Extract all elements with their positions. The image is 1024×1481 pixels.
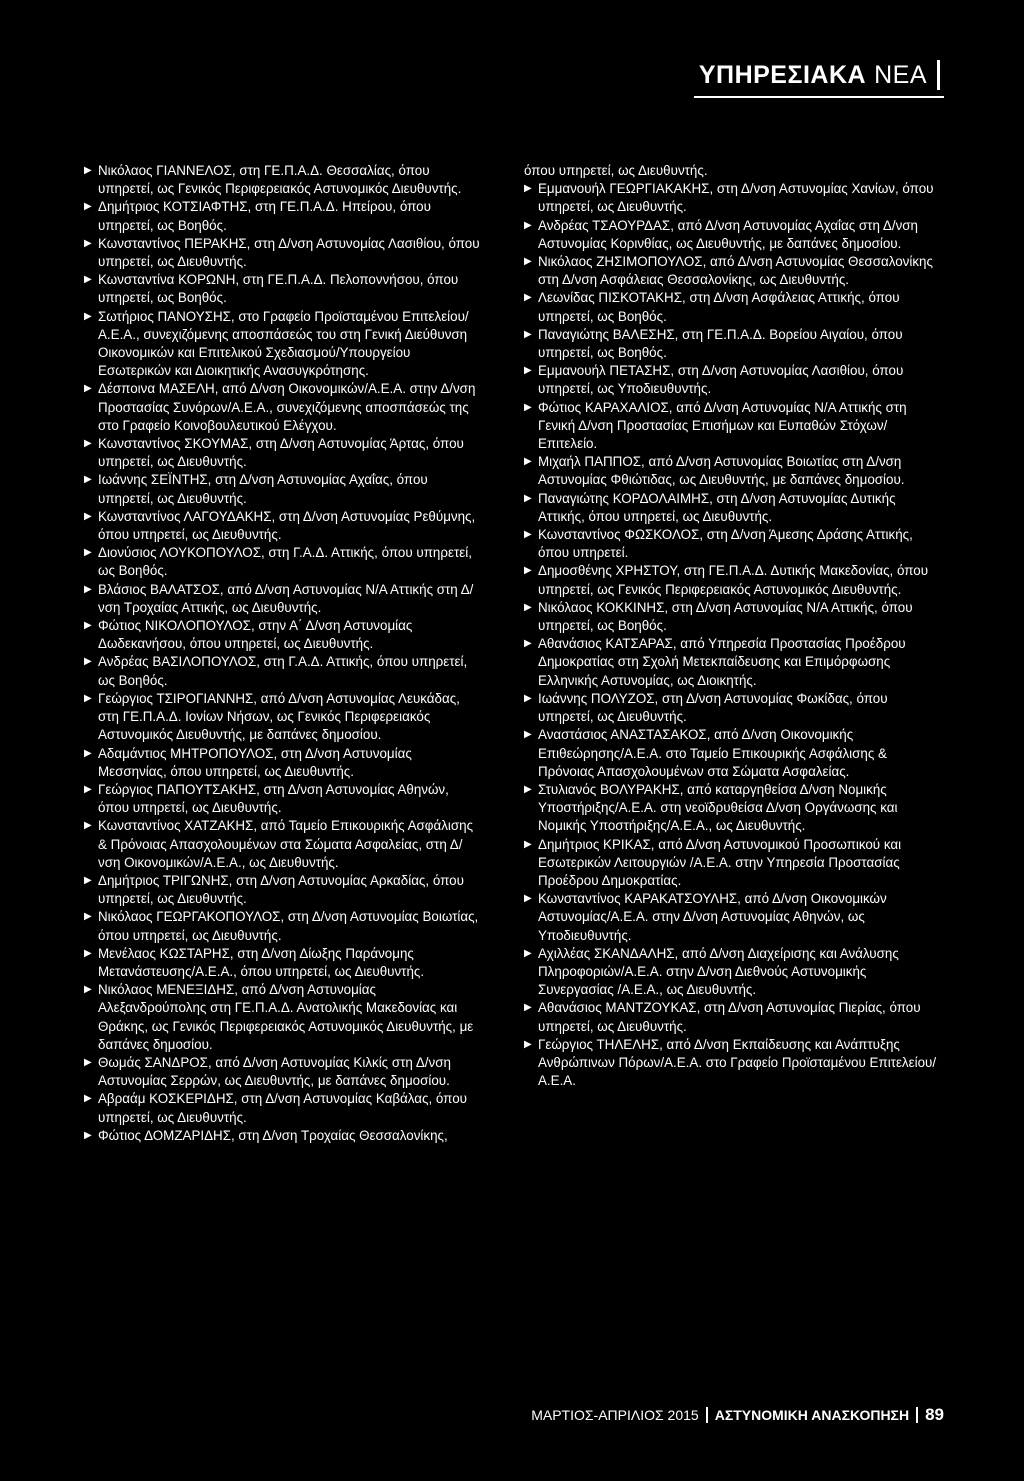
bullet-arrow-icon: ▶ [84,620,92,632]
appointment-entry [524,326,942,362]
bullet-arrow-icon: ▶ [524,783,532,795]
entry-text: Δέσποινα ΜΑΣΕΛΗ, από Δ/νση Οικονομικών/Α.Ε.Α. στην Δ/νση Προστασίας Συνόρων/Α.Ε.Α., συνεχιζόμενης αποσπάσεώς της στο Γραφείο Κοινοβουλευτικού Ελέγχου. [98,381,476,433]
appointment-entry [524,562,942,598]
entry-text: Διονύσιος ΛΟΥΚΟΠΟΥΛΟΣ, στη Γ.Α.Δ. Αττικής, όπου υπηρετεί, ως Βοηθός. [98,545,472,579]
appointment-entry [84,653,482,689]
bullet-arrow-icon: ▶ [84,747,92,759]
bullet-arrow-icon: ▶ [84,783,92,795]
entry-text: Δημήτριος ΤΡΙΓΩΝΗΣ, στη Δ/νση Αστυνομίας Αρκαδίας, όπου υπηρετεί, ως Διευθυντής. [98,872,464,907]
entry-text: Ανδρέας ΤΣΑΟΥΡΔΑΣ, από Δ/νση Αστυνομίας Αχαΐας στη Δ/νση Αστυνομίας Κορινθίας, ως Διευθυντής, με δαπάνες δημοσίου. [538,217,918,251]
bullet-arrow-icon: ▶ [84,438,92,450]
entry-text: Φώτιος ΚΑΡΑΧΑΛΙΟΣ, από Δ/νση Αστυνομίας Ν/Α Αττικής στη Γενική Δ/νση Προστασίας Επισήμων και Ευπαθών Στόχων/Επιτελείο. [538,399,907,452]
bullet-arrow-icon: ▶ [84,874,92,886]
bullet-arrow-icon: ▶ [524,219,532,231]
entry-text: Αναστάσιος ΑΝΑΣΤΑΣΑΚΟΣ, από Δ/νση Οικονομικής Επιθεώρησης/Α.Ε.Α. στο Ταμείο Επικουρικής Ασφάλισης & Πρόνοιας Απασχολουμένων στα Σώματα Ασφαλείας. [538,727,887,779]
bullet-arrow-icon: ▶ [84,510,92,522]
entry-text: Κωνσταντίνος ΠΕΡΑΚΗΣ, στη Δ/νση Αστυνομίας Λασιθίου, όπου υπηρετεί, ως Διευθυντής. [98,235,480,270]
bullet-arrow-icon: ▶ [524,256,532,268]
appointment-entry [84,198,482,234]
entry-text: Αθανάσιος ΜΑΝΤΖΟΥΚΑΣ, στη Δ/νση Αστυνομίας Πιερίας, όπου υπηρετεί, ως Διευθυντής. [538,1000,921,1034]
section-header [699,60,940,90]
appointment-entry [524,836,942,891]
entry-text: Φώτιος ΝΙΚΟΛΟΠΟΥΛΟΣ, στην Α΄ Δ/νση Αστυνομίας Δωδεκανήσου, όπου υπηρετεί, ως Διευθυντής. [98,618,413,652]
section-title: ΥΠΗΡΕΣΙΑΚΑ [698,60,867,89]
bullet-arrow-icon: ▶ [524,292,532,304]
bullet-arrow-icon: ▶ [84,1056,92,1068]
bullet-arrow-icon: ▶ [524,1038,532,1050]
appointment-entry [84,872,482,908]
entry-text: Εμμανουήλ ΓΕΩΡΓΙΑΚΑΚΗΣ, στη Δ/νση Αστυνομίας Χανίων, όπου υπηρετεί, ως Διευθυντής. [538,181,934,215]
bullet-arrow-icon: ▶ [84,547,92,559]
bullet-arrow-icon: ▶ [524,492,532,504]
header-underline [694,96,944,98]
bullet-arrow-icon: ▶ [84,656,92,668]
appointment-entry [524,217,942,253]
entry-text: Παναγιώτης ΒΑΛΕΣΗΣ, στη ΓΕ.Π.Α.Δ. Βορείου Αιγαίου, όπου υπηρετεί, ως Βοηθός. [538,326,903,361]
entry-text: Νικόλαος ΖΗΣΙΜΟΠΟΥΛΟΣ, από Δ/νση Αστυνομίας Θεσσαλονίκης στη Δ/νση Ασφάλειας Θεσσαλονίκης, ως Διευθυντής. [538,254,933,288]
appointment-entry [84,945,482,981]
bullet-arrow-icon: ▶ [524,529,532,541]
bullet-arrow-icon: ▶ [84,820,92,832]
appointment-entry [84,1090,482,1126]
bullet-arrow-icon: ▶ [84,383,92,395]
entry-text: Λεωνίδας ΠΙΣΚΟΤΑΚΗΣ, στη Δ/νση Ασφάλειας Αττικής, όπου υπηρετεί, ως Βοηθός. [538,290,900,324]
entry-text: Φώτιος ΔΟΜΖΑΡΙΔΗΣ, στη Δ/νση Τροχαίας Θεσσαλονίκης, [98,1127,448,1143]
appointment-entry [84,581,482,617]
appointment-entry [84,981,482,1054]
appointment-entry [84,781,482,817]
header-divider [937,60,940,90]
entry-text: Δημοσθένης ΧΡΗΣΤΟΥ, στη ΓΕ.Π.Α.Δ. Δυτικής Μακεδονίας, όπου υπηρετεί, ως Γενικός Περιφερειακός Αστυνομικός Διευθυντής. [538,563,929,597]
continued-text: όπου υπηρετεί, ως Διευθυντής. [524,163,708,178]
appointment-entry [524,726,942,781]
entry-text: Γεώργιος ΠΑΠΟΥΤΣΑΚΗΣ, στη Δ/νση Αστυνομίας Αθηνών, όπου υπηρετεί, ως Διευθυντής. [98,781,449,816]
appointment-entry [84,435,482,471]
entry-text: Μενέλαος ΚΩΣΤΑΡΗΣ, στη Δ/νση Δίωξης Παράνομης Μετανάστευσης/Α.Ε.Α., όπου υπηρετεί, ως Διευθυντής. [98,945,425,979]
appointment-entry [524,399,942,454]
appointment-entry [84,544,482,580]
appointment-entry [84,308,482,381]
bullet-arrow-icon: ▶ [84,310,92,322]
bullet-arrow-icon: ▶ [84,947,92,959]
page-footer [531,1405,944,1425]
entry-text: Ανδρέας ΒΑΣΙΛΟΠΟΥΛΟΣ, στη Γ.Α.Δ. Αττικής, όπου υπηρετεί, ως Βοηθός. [98,654,468,688]
appointment-entry [84,471,482,507]
bullet-arrow-icon: ▶ [84,274,92,286]
entry-text: Αβραάμ ΚΟΣΚΕΡΙΔΗΣ, στη Δ/νση Αστυνομίας Καβάλας, όπου υπηρετεί, ως Διευθυντής. [98,1091,467,1125]
bullet-arrow-icon: ▶ [524,692,532,704]
bullet-arrow-icon: ▶ [84,474,92,486]
entry-text: Παναγιώτης ΚΟΡΔΟΛΑΙΜΗΣ, στη Δ/νση Αστυνομίας Δυτικής Αττικής, όπου υπηρετεί, ως Διευθυντής. [538,490,896,524]
appointment-entry [524,253,942,289]
entry-text: Νικόλαος ΓΕΩΡΓΑΚΟΠΟΥΛΟΣ, στη Δ/νση Αστυνομίας Βοιωτίας, όπου υπηρετεί, ως Διευθυντής. [98,909,479,943]
appointment-entry [524,690,942,726]
bullet-arrow-icon: ▶ [524,365,532,377]
bullet-arrow-icon: ▶ [524,565,532,577]
bullet-arrow-icon: ▶ [84,692,92,704]
entry-text: Μιχαήλ ΠΑΠΠΟΣ, από Δ/νση Αστυνομίας Βοιωτίας στη Δ/νση Αστυνομίας Φθιώτιδας, ως Διευθυντής, με δαπάνες δημοσίου. [538,454,905,488]
bullet-arrow-icon: ▶ [524,1002,532,1014]
bullet-arrow-icon: ▶ [84,911,92,923]
entry-text: Σωτήριος ΠΑΝΟΥΣΗΣ, στο Γραφείο Προϊσταμένου Επιτελείου/Α.Ε.Α., συνεχιζόμενης αποσπάσεώς του στη Γενική Διεύθυνση Οικονομικών και Επιτελικού Σχεδιασμού/Υπουργείου Εσωτερικών και Διοικητικής Ανασυγκρότησης. [98,308,469,379]
entry-text: Αχιλλέας ΣΚΑΝΔΑΛΗΣ, από Δ/νση Διαχείρισης και Ανάλυσης Πληροφοριών/Α.Ε.Α. στην Δ/νση Διεθνούς Αστυνομικής Συνεργασίας /Α.Ε.Α., ως Διευθυντής. [538,945,899,998]
appointment-entry [84,508,482,544]
entry-text: Στυλιανός ΒΟΛΥΡΑΚΗΣ, από καταργηθείσα Δ/νση Νομικής Υποστήριξης/Α.Ε.Α. στη νεοϊδρυθείσα Δ/νση Οργάνωσης και Νομικής Υποστήριξης/Α.Ε.Α., ως Διευθυντής. [538,781,898,834]
appointment-entry [84,908,482,944]
appointment-entry [84,745,482,781]
appointment-entry [84,1054,482,1090]
bullet-arrow-icon: ▶ [84,984,92,996]
bullet-arrow-icon: ▶ [524,183,532,195]
bullet-arrow-icon: ▶ [84,583,92,595]
bullet-arrow-icon: ▶ [84,1093,92,1105]
entry-text: Κωνσταντίνος ΚΑΡΑΚΑΤΣΟΥΛΗΣ, από Δ/νση Οικονομικών Αστυνομίας/Α.Ε.Α. στην Δ/νση Αστυνομίας Αθηνών, ως Υποδιευθυντής. [538,891,887,943]
appointment-entry [84,162,482,198]
bullet-arrow-icon: ▶ [524,947,532,959]
bullet-arrow-icon: ▶ [524,729,532,741]
appointment-entry [524,362,942,398]
appointment-entry [84,235,482,271]
entry-text: Αδαμάντιος ΜΗΤΡΟΠΟΥΛΟΣ, στη Δ/νση Αστυνομίας Μεσσηνίας, όπου υπηρετεί, ως Διευθυντής. [98,745,412,779]
footer-divider [706,1407,708,1423]
bullet-arrow-icon: ▶ [84,165,92,176]
bullet-arrow-icon: ▶ [84,237,92,249]
appointment-entry [524,490,942,526]
entry-text: Νικόλαος ΓΙΑΝΝΕΛΟΣ, στη ΓΕ.Π.Α.Δ. Θεσσαλίας, όπου υπηρετεί, ως Γενικός Περιφερειακός Αστυνομικός Διευθυντής. [98,163,462,197]
bullet-arrow-icon: ▶ [84,201,92,213]
appointment-entry [524,526,942,562]
entry-text: Κωνσταντίνος ΧΑΤΖΑΚΗΣ, από Ταμείο Επικουρικής Ασφάλισης & Πρόνοιας Απασχολουμένων στα Σώματα Ασφαλείας, στη Δ/νση Οικονομικών/Α.Ε.Α., ως Διευθυντής. [98,818,474,870]
bullet-arrow-icon: ▶ [524,456,532,468]
bullet-arrow-icon: ▶ [524,401,532,413]
bullet-arrow-icon: ▶ [524,838,532,850]
appointment-entry [84,1127,482,1145]
appointment-entry [84,617,482,653]
entry-text: Γεώργιος ΤΣΙΡΟΓΙΑΝΝΗΣ, από Δ/νση Αστυνομίας Λευκάδας, στη ΓΕ.Π.Α.Δ. Ιονίων Νήσων, ως Γενικός Περιφερειακός Αστυνομικός Διευθυντής, με δαπάνες δημοσίου. [98,690,460,743]
entry-text: Δημήτριος ΚΡΙΚΑΣ, από Δ/νση Αστυνομικού Προσωπικού και Εσωτερικών Λειτουργιών /Α.Ε.Α. στην Υπηρεσία Προστασίας Προέδρου Δημοκρατίας. [538,836,902,888]
bullet-arrow-icon: ▶ [524,601,532,613]
appointment-entry [524,453,942,489]
appointment-entry [524,1036,942,1091]
entry-text: Νικόλαος ΚΟΚΚΙΝΗΣ, στη Δ/νση Αστυνομίας Ν/Α Αττικής, όπου υπηρετεί, ως Βοηθός. [538,599,913,634]
appointment-entry [84,271,482,307]
right-column [524,162,942,1090]
appointment-entry [524,289,942,325]
left-column [84,162,482,1145]
entry-text: Κωνσταντίνα ΚΟΡΩΝΗ, στη ΓΕ.Π.Α.Δ. Πελοποννήσου, όπου υπηρετεί, ως Βοηθός. [98,272,459,306]
entry-text: Αθανάσιος ΚΑΤΣΑΡΑΣ, από Υπηρεσία Προστασίας Προέδρου Δημοκρατίας στη Σχολή Μετεκπαίδευσης και Επιμόρφωσης Ελληνικής Αστυνομίας, ως Διοικητής. [538,636,906,688]
appointment-entry [84,690,482,745]
appointment-entry [524,781,942,836]
entry-text: Κωνσταντίνος ΣΚΟΥΜΑΣ, στη Δ/νση Αστυνομίας Άρτας, όπου υπηρετεί, ως Διευθυντής. [98,436,464,470]
entry-text: Κωνσταντίνος ΛΑΓΟΥΔΑΚΗΣ, στη Δ/νση Αστυνομίας Ρεθύμνης, όπου υπηρετεί, ως Διευθυντής. [98,508,476,543]
entry-text: Δημήτριος ΚΟΤΣΙΑΦΤΗΣ, στη ΓΕ.Π.Α.Δ. Ηπείρου, όπου υπηρετεί, ως Βοηθός. [98,199,431,233]
page-number: 89 [925,1405,944,1424]
entry-text: Ιωάννης ΠΟΛΥΖΟΣ, στη Δ/νση Αστυνομίας Φωκίδας, όπου υπηρετεί, ως Διευθυντής. [538,690,888,725]
bullet-arrow-icon: ▶ [524,328,532,340]
entry-text: Γεώργιος ΤΗΛΕΛΗΣ, από Δ/νση Εκπαίδευσης και Ανάπτυξης Ανθρώπινων Πόρων/Α.Ε.Α. στο Γραφείο Προϊσταμένου Επιτελείου/Α.Ε.Α. [538,1036,937,1089]
entry-text: Ιωάννης ΣΕΪΝΤΗΣ, στη Δ/νση Αστυνομίας Αχαΐας, όπου υπηρετεί, ως Διευθυντής. [98,472,428,506]
bullet-arrow-icon: ▶ [84,1129,92,1141]
appointment-entry [524,890,942,945]
section-subtitle: ΝΕΑ [874,60,927,89]
entry-text: Θωμάς ΣΑΝΔΡΟΣ, από Δ/νση Αστυνομίας Κιλκίς στη Δ/νση Αστυνομίας Σερρών, ως Διευθυντής, με δαπάνες δημοσίου. [98,1054,451,1089]
entry-text: Νικόλαος ΜΕΝΕΞΙΔΗΣ, από Δ/νση Αστυνομίας Αλεξανδρούπολης στη ΓΕ.Π.Α.Δ. Ανατολικής Μακεδονίας και Θράκης, ως Γενικός Περιφερειακός Αστυνομικός Διευθυντής, με δαπάνες δημοσίου. [98,982,474,1052]
entry-text: Βλάσιος ΒΑΛΑΤΣΟΣ, από Δ/νση Αστυνομίας Ν/Α Αττικής στη Δ/νση Τροχαίας Αττικής, ως Διευθυντής. [98,581,474,615]
issue-date: ΜΑΡΤΙΟΣ-ΑΠΡΙΛΙΟΣ 2015 [531,1407,699,1423]
entry-text: Κωνσταντίνος ΦΩΣΚΟΛΟΣ, στη Δ/νση Άμεσης Δράσης Αττικής, όπου υπηρετεί. [538,527,913,561]
magazine-title: ΑΣΤΥΝΟΜΙΚΗ ΑΝΑΣΚΟΠΗΣΗ [714,1407,910,1423]
bullet-arrow-icon: ▶ [524,638,532,650]
footer-divider [916,1407,918,1423]
appointment-entry [84,817,482,872]
bullet-arrow-icon: ▶ [524,893,532,905]
appointment-entry [524,635,942,690]
appointment-entry [84,380,482,435]
appointment-entry [524,599,942,635]
appointment-entry [524,945,942,1000]
appointment-entry [524,180,942,216]
appointment-entry [524,999,942,1035]
entry-text: Εμμανουήλ ΠΕΤΑΣΗΣ, στη Δ/νση Αστυνομίας Λασιθίου, όπου υπηρετεί, ως Υποδιευθυντής. [538,363,904,397]
